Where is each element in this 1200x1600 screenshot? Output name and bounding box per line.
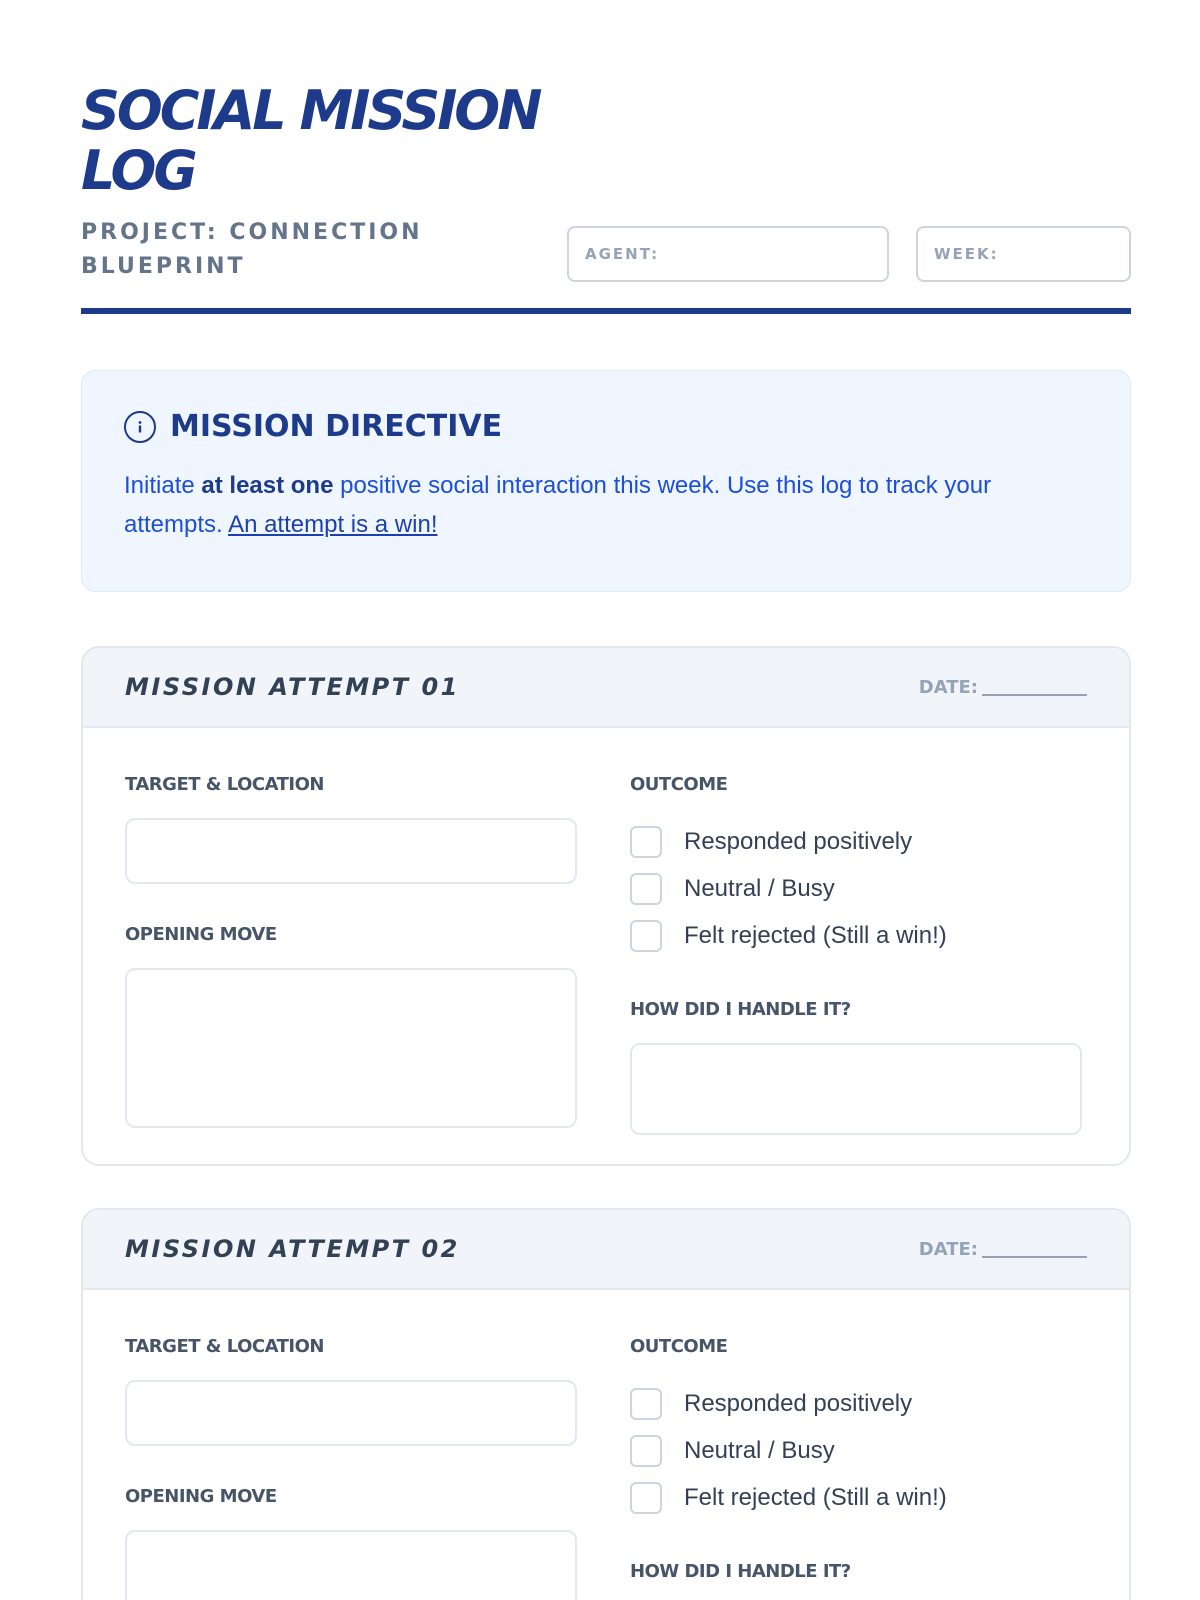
- directive-text: Initiate at least one positive social interaction this week. Use this log to track your attempts. An attempt is a win!: [124, 472, 992, 538]
- directive-title: MISSION DIRECTIVE: [170, 409, 503, 444]
- header-divider: [81, 308, 1131, 314]
- outcome-checkbox[interactable]: [630, 1388, 662, 1420]
- handle-label: HOW DID I HANDLE IT?: [630, 1561, 851, 1582]
- mission-directive-panel: [81, 370, 1131, 592]
- attempt-title: MISSION ATTEMPT 02: [125, 1235, 460, 1263]
- directive-underline: An attempt is a win!: [228, 511, 438, 538]
- outcome-checkbox[interactable]: [630, 873, 662, 905]
- target-location-label: TARGET & LOCATION: [125, 1336, 324, 1357]
- date-field[interactable]: DATE:: [919, 677, 1087, 698]
- outcome-option[interactable]: Neutral / Busy: [630, 1427, 1082, 1474]
- outcome-option[interactable]: Felt rejected (Still a win!): [630, 1474, 1082, 1521]
- week-field[interactable]: [916, 226, 1131, 282]
- opening-move-input[interactable]: [125, 968, 577, 1128]
- info-circle-icon: [124, 411, 156, 443]
- week-label: WEEK:: [934, 245, 999, 263]
- target-location-input[interactable]: [125, 818, 577, 884]
- outcome-checkbox[interactable]: [630, 826, 662, 858]
- outcome-option[interactable]: Neutral / Busy: [630, 865, 1082, 912]
- mission-attempt-card: [81, 646, 1131, 1166]
- attempt-title: MISSION ATTEMPT 01: [125, 673, 460, 701]
- outcome-checkbox[interactable]: [630, 1482, 662, 1514]
- date-field[interactable]: DATE:: [919, 1239, 1087, 1260]
- card-header: [83, 648, 1129, 728]
- opening-move-label: OPENING MOVE: [125, 1486, 277, 1507]
- outcome-label: OUTCOME: [630, 1336, 728, 1357]
- agent-label: AGENT:: [585, 245, 660, 263]
- card-header: [83, 1210, 1129, 1290]
- outcome-checkbox[interactable]: [630, 1435, 662, 1467]
- page-title: SOCIAL MISSION LOG: [81, 79, 540, 202]
- directive-emphasis: at least one: [201, 472, 334, 499]
- agent-field[interactable]: [567, 226, 889, 282]
- project-subtitle: PROJECT: CONNECTION BLUEPRINT: [81, 220, 423, 279]
- opening-move-label: OPENING MOVE: [125, 924, 277, 945]
- outcome-option[interactable]: Responded positively: [630, 1380, 1082, 1427]
- opening-move-input[interactable]: [125, 1530, 577, 1600]
- handle-input[interactable]: [630, 1043, 1082, 1135]
- outcome-checkbox[interactable]: [630, 920, 662, 952]
- handle-label: HOW DID I HANDLE IT?: [630, 999, 851, 1020]
- outcome-option[interactable]: Responded positively: [630, 818, 1082, 865]
- outcome-option[interactable]: Felt rejected (Still a win!): [630, 912, 1082, 959]
- target-location-input[interactable]: [125, 1380, 577, 1446]
- mission-attempt-card: [81, 1208, 1131, 1600]
- outcome-label: OUTCOME: [630, 774, 728, 795]
- target-location-label: TARGET & LOCATION: [125, 774, 324, 795]
